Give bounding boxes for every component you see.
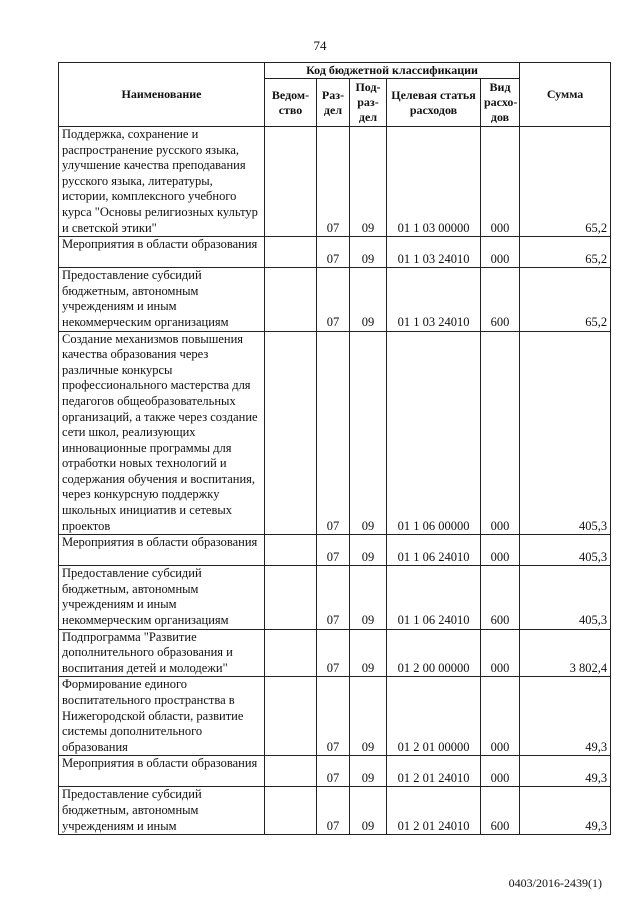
cell-expense-type: 600	[481, 566, 520, 629]
table-body	[59, 127, 611, 835]
table-row	[59, 535, 611, 566]
cell-razdel: 07	[317, 331, 350, 535]
cell-target-article: 01 1 06 24010	[387, 566, 481, 629]
cell-target-article: 01 2 00 00000	[387, 629, 481, 677]
cell-expense-type: 600	[481, 268, 520, 331]
cell-podrazdel: 09	[350, 268, 387, 331]
cell-name: Создание механизмов повышения качества образования через различные конкурсы профессионального мастерства для педагогов общеобразовательных организаций, а также через создание сети школ, реализующих инновационные программы для отработки новых технологий и содержания обучения и воспитания, через конкурсную поддержку школьных инициатив и сетевых проектов	[59, 331, 265, 535]
cell-podrazdel: 09	[350, 331, 387, 535]
cell-name: Мероприятия в области образования	[59, 756, 265, 787]
budget-table	[58, 62, 611, 835]
header-classification-group: Код бюджетной классификации	[265, 63, 520, 79]
cell-podrazdel: 09	[350, 756, 387, 787]
cell-expense-type: 000	[481, 629, 520, 677]
cell-sum: 405,3	[520, 331, 611, 535]
header-vedomstvo: Ведом-ство	[265, 79, 317, 127]
cell-sum: 3 802,4	[520, 629, 611, 677]
cell-podrazdel: 09	[350, 237, 387, 268]
cell-expense-type: 000	[481, 756, 520, 787]
cell-name: Мероприятия в области образования	[59, 237, 265, 268]
cell-sum: 49,3	[520, 756, 611, 787]
header-podrazdel: Под-раз-дел	[350, 79, 387, 127]
header-target-article: Целевая статья расходов	[387, 79, 481, 127]
table-row	[59, 268, 611, 331]
cell-vedomstvo	[265, 566, 317, 629]
table-row	[59, 566, 611, 629]
cell-target-article: 01 1 03 24010	[387, 237, 481, 268]
cell-target-article: 01 2 01 00000	[387, 677, 481, 756]
cell-expense-type: 000	[481, 535, 520, 566]
cell-vedomstvo	[265, 535, 317, 566]
cell-razdel: 07	[317, 127, 350, 237]
cell-target-article: 01 1 06 24010	[387, 535, 481, 566]
cell-name: Подпрограмма "Развитие дополнительного образования и воспитания детей и молодежи"	[59, 629, 265, 677]
cell-name: Мероприятия в области образования	[59, 535, 265, 566]
header-razdel: Раз-дел	[317, 79, 350, 127]
table-row	[59, 677, 611, 756]
table-row	[59, 787, 611, 835]
cell-sum: 65,2	[520, 237, 611, 268]
cell-expense-type: 000	[481, 331, 520, 535]
cell-podrazdel: 09	[350, 127, 387, 237]
header-name: Наименование	[59, 63, 265, 127]
cell-name: Поддержка, сохранение и распространение русского языка, улучшение качества преподавания русского языка, литературы, истории, комплексного учебного курса "Основы религиозных культур и светской этики"	[59, 127, 265, 237]
table-row	[59, 629, 611, 677]
cell-vedomstvo	[265, 331, 317, 535]
cell-razdel: 07	[317, 629, 350, 677]
page-number: 74	[313, 38, 327, 53]
cell-razdel: 07	[317, 268, 350, 331]
cell-target-article: 01 1 03 24010	[387, 268, 481, 331]
cell-razdel: 07	[317, 566, 350, 629]
cell-expense-type: 000	[481, 237, 520, 268]
cell-vedomstvo	[265, 787, 317, 835]
cell-expense-type: 600	[481, 787, 520, 835]
cell-vedomstvo	[265, 268, 317, 331]
cell-expense-type: 000	[481, 127, 520, 237]
cell-razdel: 07	[317, 756, 350, 787]
cell-vedomstvo	[265, 756, 317, 787]
cell-podrazdel: 09	[350, 535, 387, 566]
cell-vedomstvo	[265, 629, 317, 677]
header-sum: Сумма	[520, 63, 611, 127]
cell-target-article: 01 2 01 24010	[387, 756, 481, 787]
cell-sum: 49,3	[520, 677, 611, 756]
cell-sum: 65,2	[520, 127, 611, 237]
cell-razdel: 07	[317, 237, 350, 268]
cell-podrazdel: 09	[350, 787, 387, 835]
cell-razdel: 07	[317, 677, 350, 756]
cell-target-article: 01 1 06 00000	[387, 331, 481, 535]
cell-vedomstvo	[265, 127, 317, 237]
cell-expense-type: 000	[481, 677, 520, 756]
cell-name: Формирование единого воспитательного пространства в Нижегородской области, развитие системы дополнительного образования	[59, 677, 265, 756]
cell-sum: 49,3	[520, 787, 611, 835]
cell-sum: 405,3	[520, 535, 611, 566]
cell-target-article: 01 2 01 24010	[387, 787, 481, 835]
document-code: 0403/2016-2439(1)	[508, 876, 602, 890]
cell-razdel: 07	[317, 787, 350, 835]
cell-podrazdel: 09	[350, 629, 387, 677]
cell-vedomstvo	[265, 237, 317, 268]
cell-sum: 65,2	[520, 268, 611, 331]
cell-razdel: 07	[317, 535, 350, 566]
cell-podrazdel: 09	[350, 566, 387, 629]
cell-vedomstvo	[265, 677, 317, 756]
cell-name: Предоставление субсидий бюджетным, автономным учреждениям и иным некоммерческим организациям	[59, 566, 265, 629]
cell-sum: 405,3	[520, 566, 611, 629]
cell-podrazdel: 09	[350, 677, 387, 756]
table-row	[59, 237, 611, 268]
table-row	[59, 127, 611, 237]
table-row	[59, 331, 611, 535]
header-expense-type: Вид расхо-дов	[481, 79, 520, 127]
cell-name: Предоставление субсидий бюджетным, автономным учреждениям и иным	[59, 787, 265, 835]
table-row	[59, 756, 611, 787]
cell-target-article: 01 1 03 00000	[387, 127, 481, 237]
cell-name: Предоставление субсидий бюджетным, автономным учреждениям и иным некоммерческим организациям	[59, 268, 265, 331]
